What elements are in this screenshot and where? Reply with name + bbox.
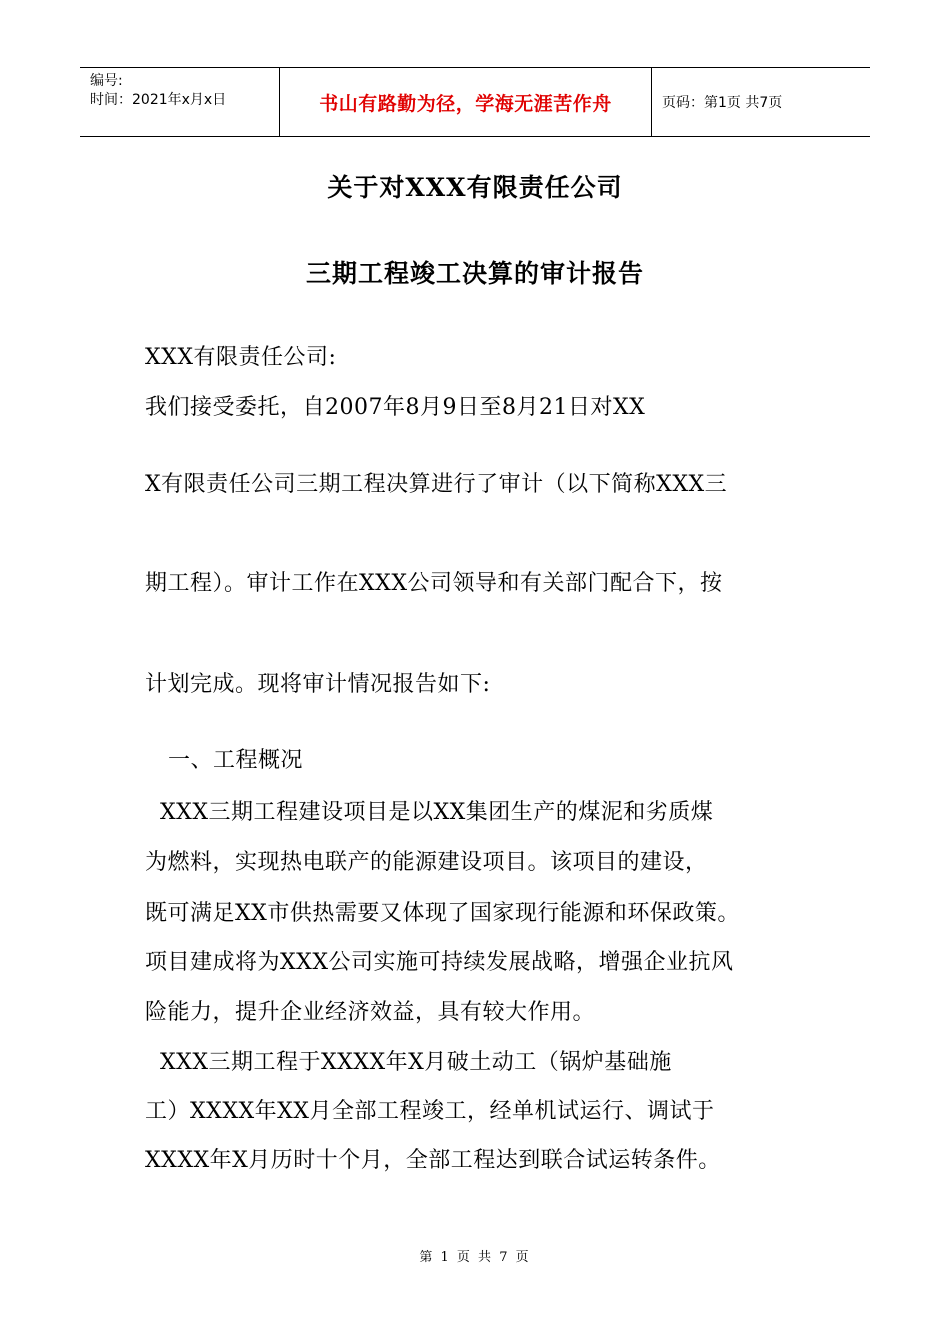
body-line: XXX三期工程建设项目是以XX集团生产的煤泥和劣质煤 [160,800,714,825]
body-line: XXX三期工程于XXXX年X月破土动工（锅炉基础施 [160,1050,672,1075]
salutation: XXX有限责任公司: [145,345,337,370]
section-heading: 一、工程概况 [168,748,304,773]
body-line: 险能力，提升企业经济效益，具有较大作用。 [145,1000,596,1025]
body-line: 为燃料，实现热电联产的能源建设项目。该项目的建设， [145,850,708,875]
page-footer: 第 1 页 共 7 页 [419,1250,531,1265]
time-label: 时间：2021年x月x日 [90,92,227,108]
number-label: 编号: [90,73,123,89]
body-line: XXXX年X月历时十个月，全部工程达到联合试运转条件。 [145,1148,721,1173]
page-info-cell [652,68,870,136]
header-meta-cell [80,68,280,136]
motto-text: 书山有路勤为径，学海无涯苦作舟 [319,92,612,115]
document-title-line1: 关于对XXX有限责任公司 [327,173,623,202]
body-line: 既可满足XX市供热需要又体现了国家现行能源和环保政策。 [145,901,740,926]
header-table [80,67,870,137]
page-info-text: 页码：第1页 共7页 [662,95,783,111]
body-line: 我们接受委托，自2007年8月9日至8月21日对XX [145,395,646,420]
motto-cell [280,68,652,136]
body-line: 计划完成。现将审计情况报告如下: [145,672,491,697]
body-line: X有限责任公司三期工程决算进行了审计（以下简称XXX三 [145,472,728,497]
body-line: 期工程）。审计工作在XXX公司领导和有关部门配合下，按 [145,571,723,596]
document-title-line2: 三期工程竣工决算的审计报告 [305,259,644,288]
body-line: 项目建成将为XXX公司实施可持续发展战略，增强企业抗风 [145,950,734,975]
body-line: 工）XXXX年XX月全部工程竣工，经单机试运行、调试于 [145,1099,715,1124]
